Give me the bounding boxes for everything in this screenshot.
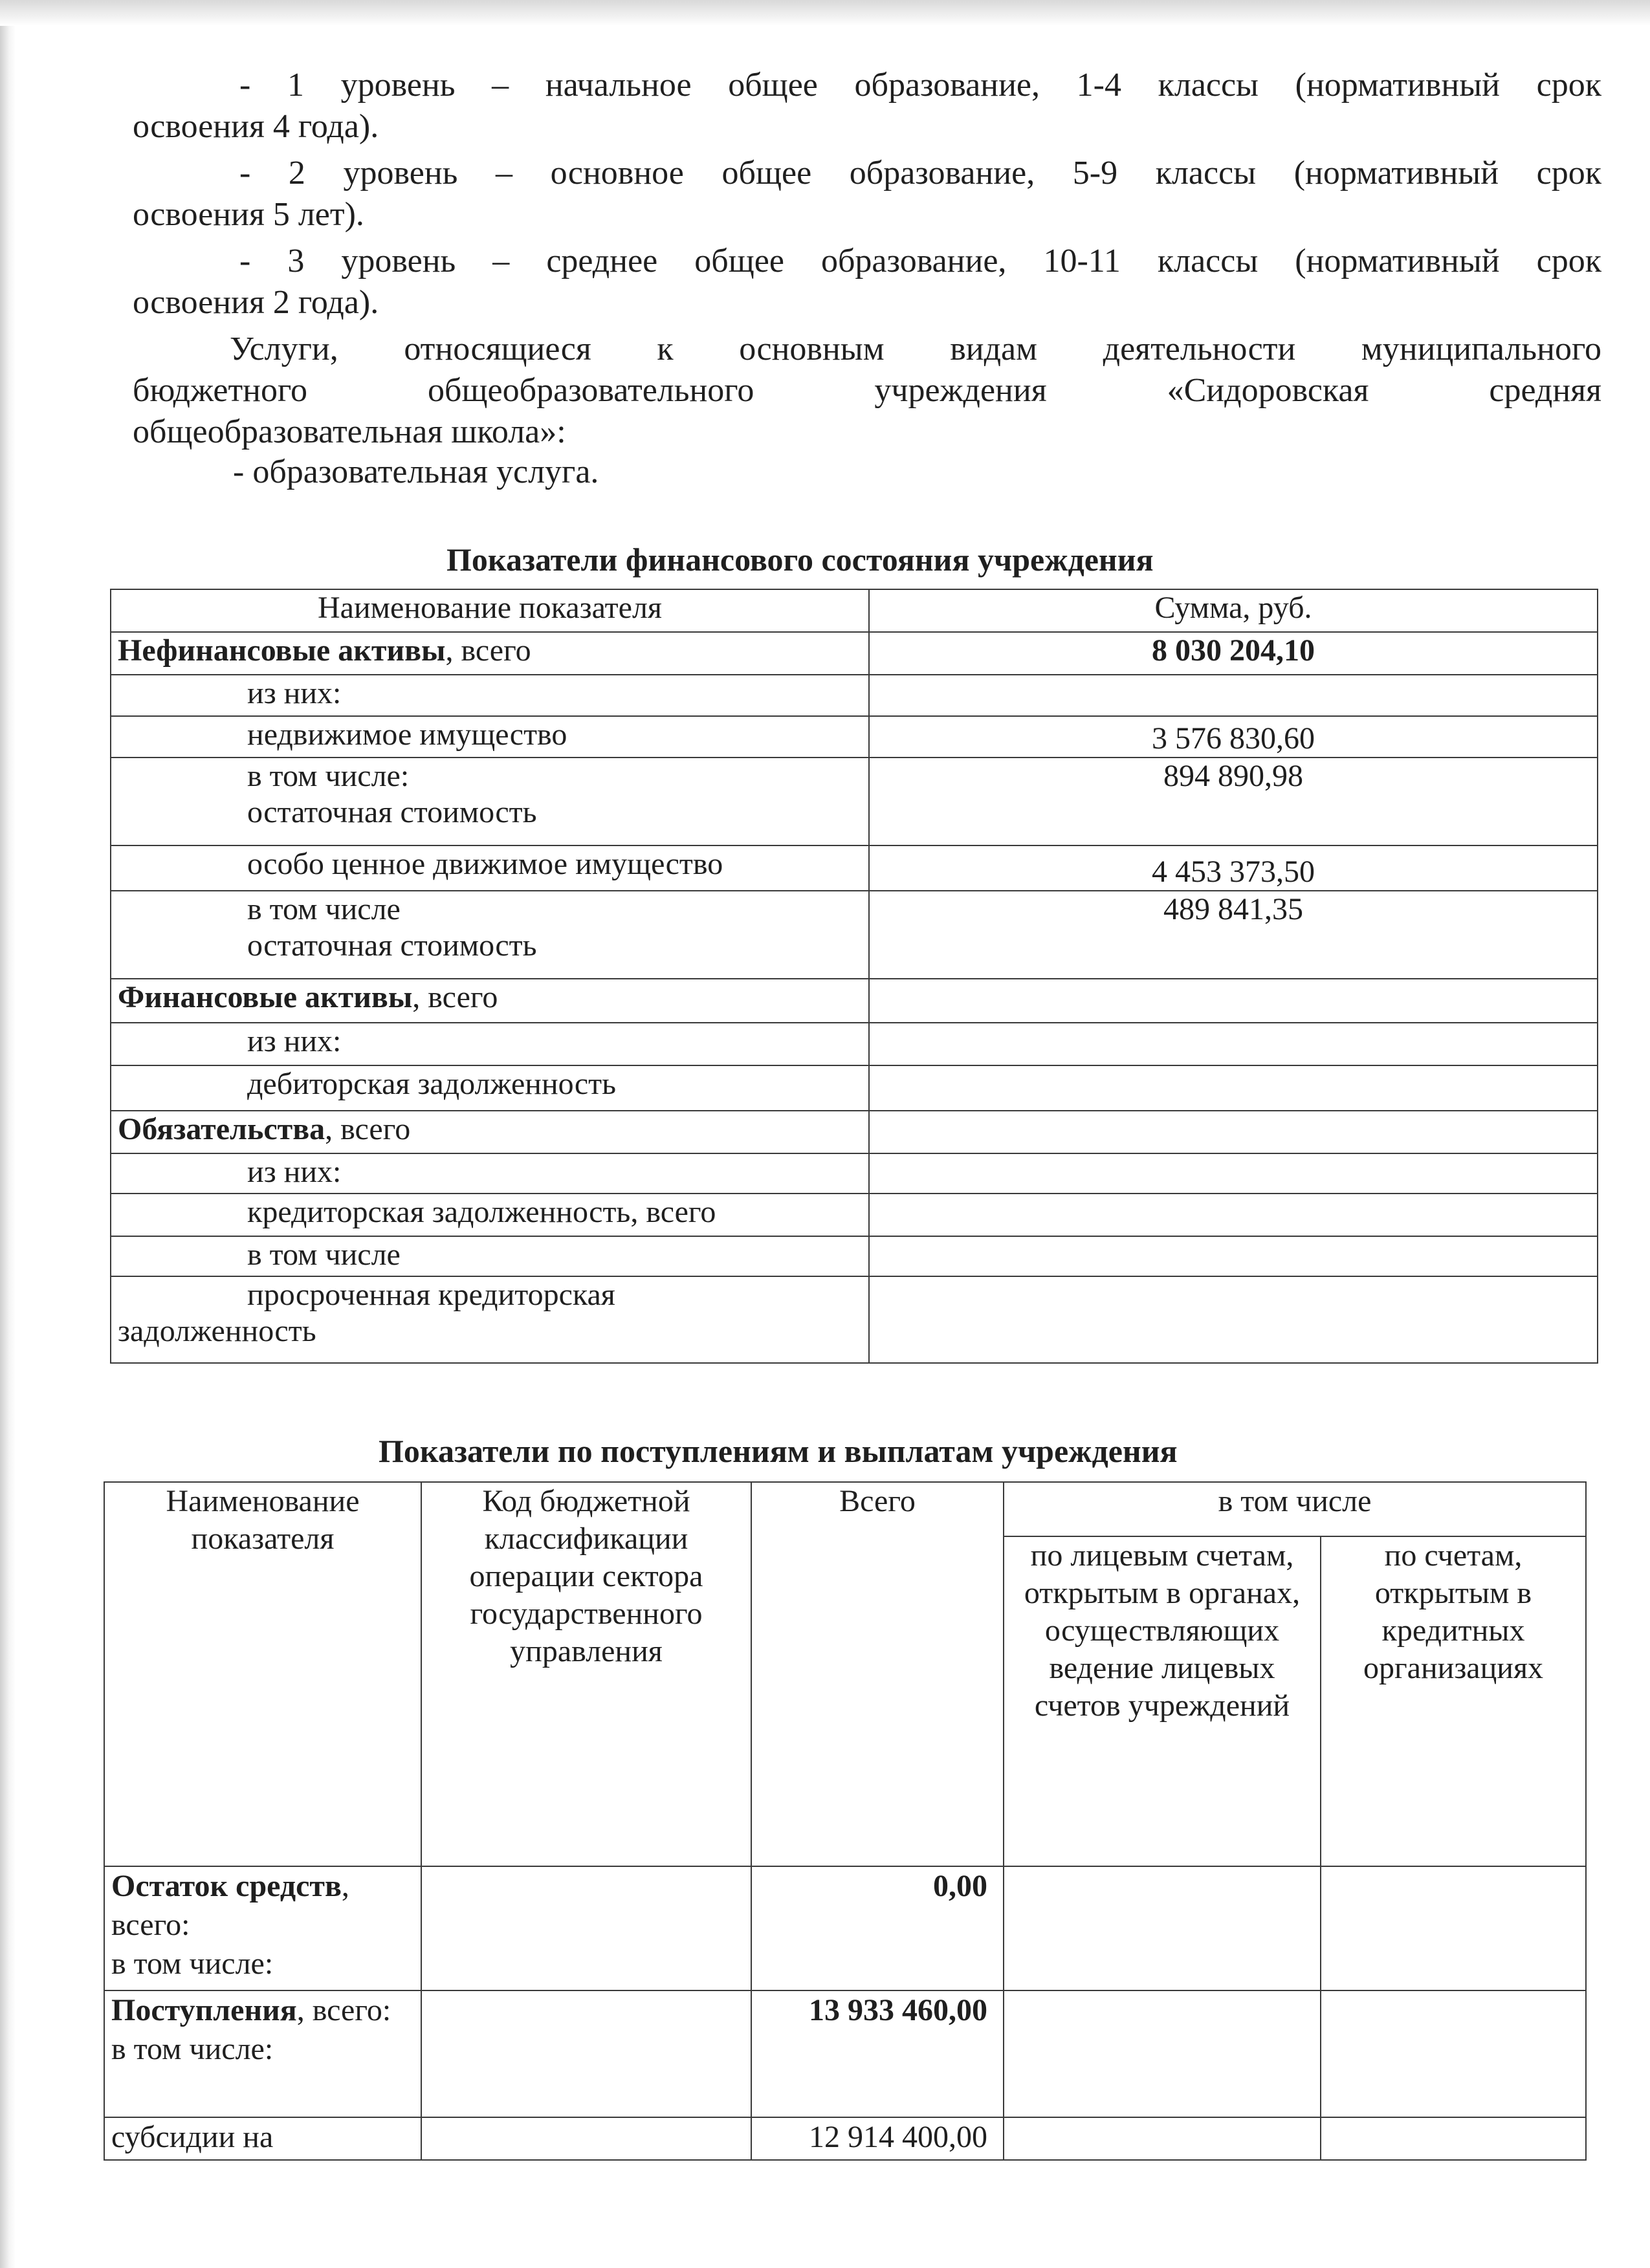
- row-label: [111, 845, 869, 891]
- row-credit: [1321, 1866, 1586, 1990]
- row-label-rest: , всего: [325, 1112, 411, 1146]
- row-label-line-2: задолженность: [118, 1314, 316, 1348]
- row-label-line-1: в том числе:: [247, 759, 410, 793]
- row-total: 0,00: [751, 1866, 1004, 1990]
- payments-col-personal: по лицевым счетам, открытым в органах, осуществляющих ведение лицевых счетов учреждений: [1004, 1536, 1321, 1866]
- table-row: [111, 1153, 1598, 1194]
- row-label-bold: Финансовые активы: [118, 980, 413, 1014]
- row-code: [421, 2117, 751, 2160]
- payments-col-incl: в том числе: [1004, 1482, 1586, 1536]
- row-label-bold: Обязательства: [118, 1112, 325, 1146]
- row-label-text: особо ценное движимое имущество: [247, 847, 723, 881]
- row-value: [869, 1194, 1598, 1236]
- row-label: [111, 1111, 869, 1153]
- services-line-1: Услуги, относящиеся к основным видам деятельности муниципального: [230, 331, 1601, 367]
- table-row: [104, 1990, 1586, 2117]
- row-total: 13 933 460,00: [751, 1990, 1004, 2117]
- row-value: [869, 1153, 1598, 1194]
- row-credit: [1321, 2117, 1586, 2160]
- row-label-rest: , всего: [412, 980, 498, 1014]
- row-code: [421, 1866, 751, 1990]
- row-personal: [1004, 1866, 1321, 1990]
- financial-caption: Показатели финансового состояния учреждения: [446, 541, 1154, 578]
- payments-col-name: Наименование показателя: [104, 1482, 421, 1866]
- row-total: 12 914 400,00: [751, 2117, 1004, 2160]
- row-label-line-1: просроченная кредиторская: [247, 1278, 615, 1312]
- table-row: [111, 1023, 1598, 1065]
- services-line-2: бюджетного общеобразовательного учреждения «Сидоровская средняя: [133, 372, 1601, 409]
- row-label-sub: в том числе:: [111, 1946, 274, 1981]
- table-row: [111, 675, 1598, 716]
- row-label: [111, 1194, 869, 1236]
- table-row: [111, 845, 1598, 891]
- row-label-text: в том числе: [247, 1238, 401, 1272]
- row-value: 489 841,35: [869, 891, 1598, 979]
- level-2-line-2: освоения 5 лет).: [133, 196, 364, 233]
- financial-col-sum: Сумма, руб.: [869, 589, 1598, 632]
- row-label-rest: , всего:: [111, 1869, 349, 1942]
- financial-col-name: Наименование показателя: [111, 589, 869, 632]
- row-value: [869, 1236, 1598, 1276]
- services-line-3: общеобразовательная школа»:: [133, 413, 566, 450]
- row-value: [869, 1111, 1598, 1153]
- table-row: [111, 1111, 1598, 1153]
- row-label: [104, 1990, 421, 2117]
- row-label: [111, 979, 869, 1023]
- row-credit: [1321, 1990, 1586, 2117]
- row-value: 8 030 204,10: [869, 632, 1598, 675]
- row-value: [869, 979, 1598, 1023]
- row-label-rest: , всего: [445, 633, 531, 668]
- level-3-line-2: освоения 2 года).: [133, 284, 379, 321]
- level-1-line-1: - 1 уровень – начальное общее образование, 1-4 классы (нормативный срок: [239, 67, 1601, 104]
- payments-col-total: Всего: [751, 1482, 1004, 1866]
- row-label: [111, 632, 869, 675]
- level-2-paragraph: [133, 153, 1601, 235]
- table-row: [111, 979, 1598, 1023]
- row-label-bold: Поступления: [111, 1993, 297, 2027]
- payments-header-row-1: [104, 1482, 1586, 1536]
- row-label: [104, 1866, 421, 1990]
- row-label-line-2: остаточная стоимость: [247, 795, 537, 829]
- row-label-rest: , всего:: [296, 1993, 391, 2027]
- row-value: 3 576 830,60: [869, 716, 1598, 758]
- row-label: [111, 1276, 869, 1363]
- row-label: [111, 758, 869, 845]
- row-personal: [1004, 2117, 1321, 2160]
- level-3-paragraph: [133, 241, 1601, 323]
- service-item: - образовательная услуга.: [233, 453, 599, 490]
- row-label-text: из них:: [247, 1155, 342, 1189]
- row-code: [421, 1990, 751, 2117]
- level-1-line-2: освоения 4 года).: [133, 108, 379, 145]
- row-label-text: из них:: [247, 676, 342, 710]
- services-paragraph: [133, 329, 1601, 453]
- financial-table: [110, 589, 1598, 1364]
- level-1-paragraph: [133, 65, 1601, 147]
- row-label-line-1: в том числе: [247, 892, 401, 926]
- row-label: [111, 1023, 869, 1065]
- level-2-line-1: - 2 уровень – основное общее образование, 5-9 классы (нормативный срок: [239, 155, 1601, 191]
- row-value: [869, 1065, 1598, 1111]
- row-label: [111, 716, 869, 758]
- row-personal: [1004, 1990, 1321, 2117]
- row-label-text: кредиторская задолженность, всего: [247, 1195, 716, 1229]
- row-value: 894 890,98: [869, 758, 1598, 845]
- row-label: субсидии на: [104, 2117, 421, 2160]
- row-label-line-2: остаточная стоимость: [247, 928, 537, 963]
- table-row: [111, 1276, 1598, 1363]
- table-row: [111, 1065, 1598, 1111]
- row-value: [869, 675, 1598, 716]
- row-label-text: дебиторская задолженность: [247, 1067, 617, 1101]
- row-label: [111, 1236, 869, 1276]
- page-top-shadow: [0, 0, 1650, 26]
- table-row: [111, 632, 1598, 675]
- row-label: [111, 891, 869, 979]
- table-row: [111, 1236, 1598, 1276]
- row-label: [111, 1153, 869, 1194]
- page-edge-shadow: [0, 0, 16, 2268]
- row-label: [111, 675, 869, 716]
- row-value: [869, 1276, 1598, 1363]
- payments-col-code: Код бюджетной классификации операции сектора государственного управления: [421, 1482, 751, 1866]
- table-row: [104, 2117, 1586, 2160]
- financial-header-row: [111, 589, 1598, 632]
- table-row: [111, 1194, 1598, 1236]
- row-label-sub: в том числе:: [111, 2032, 274, 2066]
- level-3-line-1: - 3 уровень – среднее общее образование, 10-11 классы (нормативный срок: [239, 243, 1601, 279]
- row-value: [869, 1023, 1598, 1065]
- row-label-bold: Остаток средств: [111, 1869, 342, 1903]
- table-row: [111, 716, 1598, 758]
- row-label-text: недвижимое имущество: [247, 717, 567, 752]
- table-row: [111, 891, 1598, 979]
- row-label-bold: Нефинансовые активы: [118, 633, 446, 668]
- row-label-text: из них:: [247, 1024, 342, 1058]
- payments-table: [104, 1481, 1587, 2161]
- row-value: 4 453 373,50: [869, 845, 1598, 891]
- payments-col-credit: по счетам, открытым в кредитных организациях: [1321, 1536, 1586, 1866]
- row-label: [111, 1065, 869, 1111]
- payments-caption: Показатели по поступлениям и выплатам учреждения: [379, 1433, 1178, 1469]
- table-row: [111, 758, 1598, 845]
- table-row: [104, 1866, 1586, 1990]
